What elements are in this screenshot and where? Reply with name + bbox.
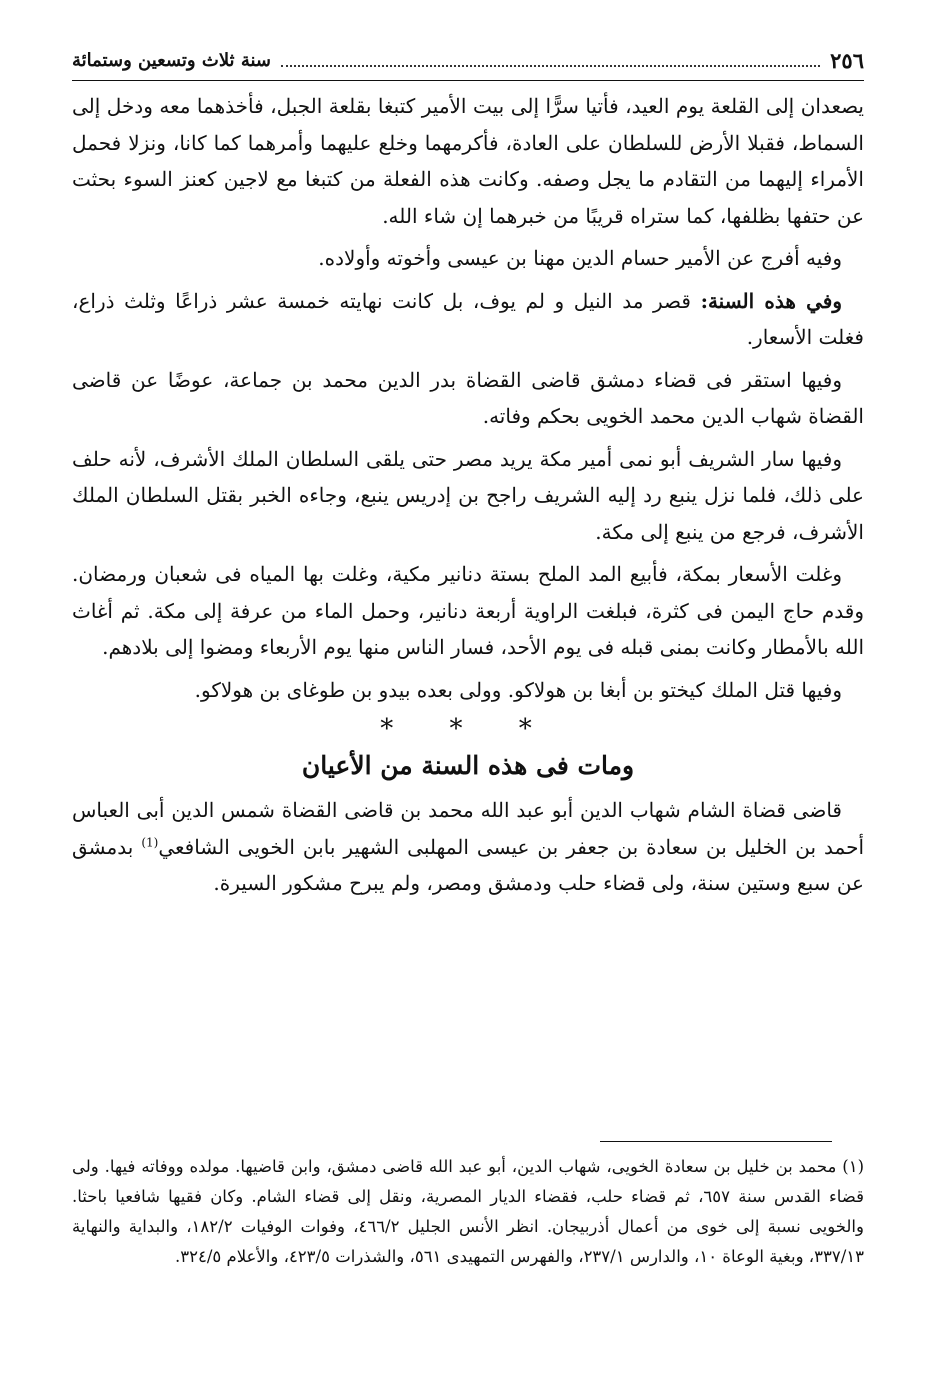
- leader-dots: [281, 53, 820, 67]
- paragraph-8-text: قاضى قضاة الشام شهاب الدين أبو عبد الله محمد بن قاضى القضاة شمس الدين أبى العباس أحمد بن الخليل بن سعادة بن جعفر بن عيسى المهلبى الشهير بابن الخويى الشافعي: [72, 798, 864, 859]
- running-title: سنة ثلاث وتسعين وستمائة: [72, 49, 271, 71]
- paragraph-4: وفيها استقر فى قضاء دمشق قاضى القضاة بدر الدين محمد بن جماعة، عوضًا عن قاضى القضاة شهاب الدين محمد الخويى بحكم وفاته.: [72, 367, 864, 428]
- paragraph-5: وفيها سار الشريف أبو نمى أمير مكة يريد مصر حتى يلقى السلطان الملك الأشرف، لأنه حلف على ذلك، فلما نزل ينبع رد إليه الشريف راجح بن إدريس ينبع، وجاءه الخبر بقتل السلطان الملك الأشرف، فرجع من ينبع إلى مكة.: [72, 446, 864, 544]
- paragraph-8-continuation: بدمشق عن سبع وستين سنة، ولى قضاء حلب ودمشق ومصر، ولم يبرح مشكور السيرة.: [72, 834, 864, 895]
- paragraph-2: وفيه أفرج عن الأمير حسام الدين مهنا بن عيسى وأخوته وأولاده.: [318, 246, 842, 270]
- paragraph-8: [72, 792, 864, 902]
- paragraph-3-lead: وفي هذه السنة:: [700, 288, 842, 313]
- paragraph-3-text: قصر مد النيل و لم يوف، بل كانت نهايته خمسة عشر ذراعًا وثلث ذراع، فغلت الأسعار.: [72, 288, 864, 349]
- paragraph-3: [72, 283, 864, 356]
- footnote: (١) محمد بن خليل بن سعادة الخويى، شهاب الدين، أبو عبد الله قاضى دمشق، وابن قاضيها. مولده ووفاته فيها. ولى قضاء القدس سنة ٦٥٧، ثم قضاء حلب، فقضاء الديار المصرية، ونقل إلى قضاء الشام. وكان فقيها شافعيا باحثا. والخويى نسبة إلى خوى من أعمال أذربيجان. انظر الأنس الجليل ٤٦٦/٢، وفوات الوفيات ١٨٢/٢، والبداية والنهاية ٣٣٧/١٣، وبغية الوعاة ١٠، والدارس ٢٣٧/١، والفهرس التمهيدى ٥٦١، والشذرات ٤٢٣/٥، والأعلام ٣٢٤/٥.: [72, 1157, 864, 1266]
- section-heading: ومات فى هذه السنة من الأعيان: [301, 751, 635, 780]
- paragraph-1: يصعدان إلى القلعة يوم العيد، فأتيا سرًّا إلى بيت الأمير كتبغا بقلعة الجبل، فأخذهما معه ودخل إلى السماط، فقبلا الأرض للسلطان على العادة، فأكرمهما وخلع عليهما وأمرهما كما كانا، ونزلا فحمل الأمراء إليهما من التقادم ما يجل وصفه. وكانت هذه الفعلة من كتبغا مع لاجين كعنز السوء بحثت عن حتفها بظلفها، كما ستراه قريبًا من خبرهما إن شاء الله.: [72, 94, 864, 228]
- section-separator: * * *: [380, 714, 556, 744]
- paragraph-6: وغلت الأسعار بمكة، فأبيع المد الملح بستة دنانير مكية، وغلت بها المياه فى شعبان ورمضان. وقدم حاج اليمن فى كثرة، فبلغت الراوية أربعة دنانير، وحمل الماء من عرفة إلى مكة. ثم أغاث الله بالأمطار وكانت بمنى قبله فى يوم الأحد، فسار الناس منها يوم الأربعاء ومضوا إلى بلادهم.: [72, 562, 864, 659]
- paragraph-7: وفيها قتل الملك كيختو بن أبغا بن هولاكو. وولى بعده بيدو بن طوغاى بن هولاكو.: [194, 677, 842, 702]
- page-number: ٢٥٦: [830, 47, 864, 73]
- main-text: [72, 88, 864, 908]
- running-header: [72, 40, 864, 81]
- footnote-divider: [600, 1141, 832, 1142]
- footnote-reference: (1): [141, 834, 159, 849]
